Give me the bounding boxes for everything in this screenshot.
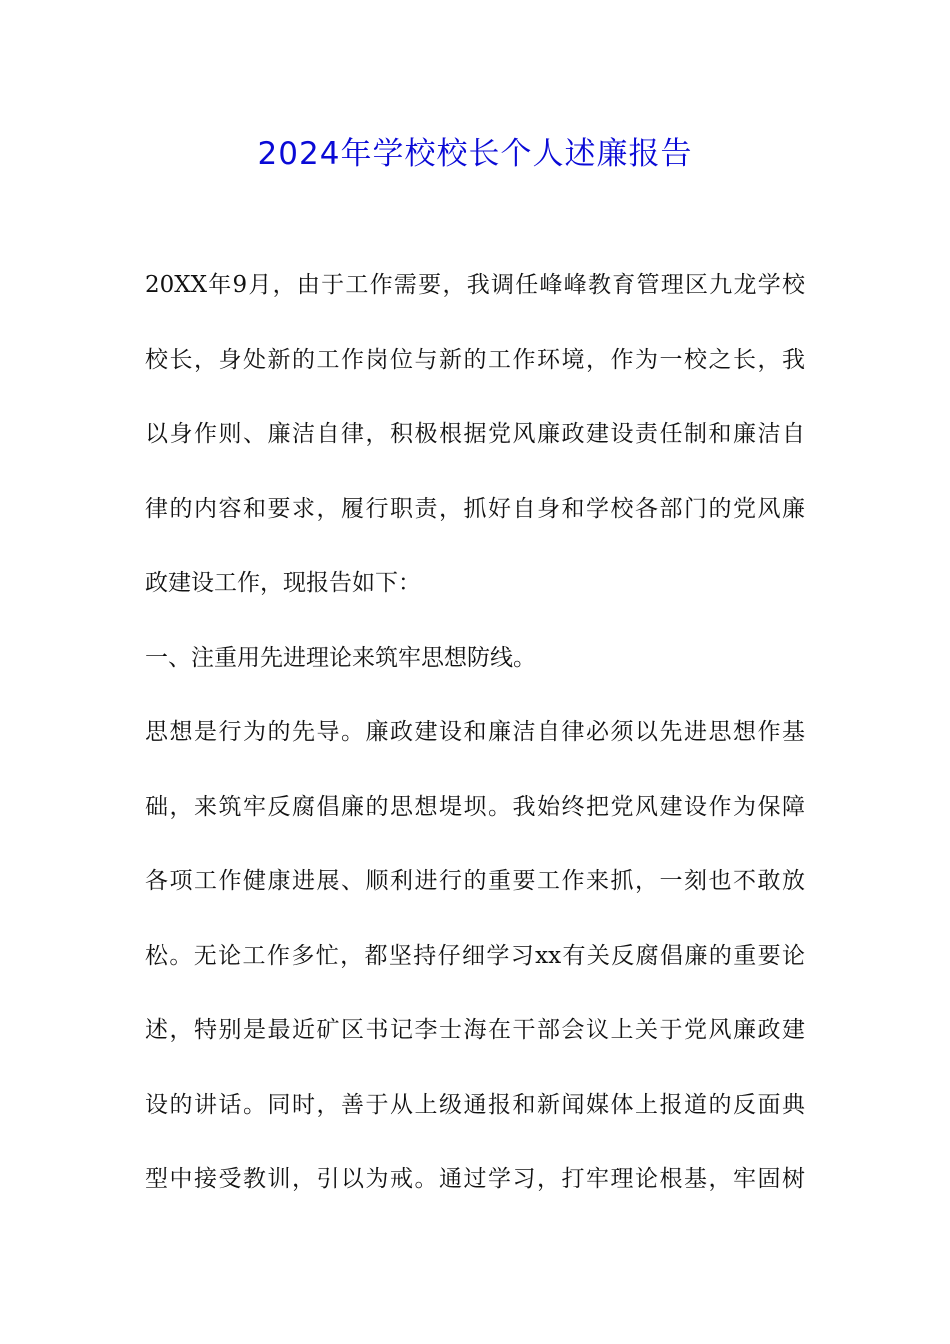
text-line: 述，特别是最近矿区书记李士海在干部会议上关于党风廉政建 <box>145 1017 805 1043</box>
text-line: 各项工作健康进展、顺利进行的重要工作来抓，一刻也不敢放 <box>145 868 805 894</box>
text-line: 思想是行为的先导。廉政建设和廉洁自律必须以先进思想作基 <box>145 719 805 745</box>
text-line: 20XX年9月，由于工作需要，我调任峰峰教育管理区九龙学校 <box>145 272 805 298</box>
text-line: 一、注重用先进理论来筑牢思想防线。 <box>145 644 536 671</box>
text-line: 以身作则、廉洁自律，积极根据党风廉政建设责任制和廉洁自 <box>145 421 805 447</box>
text-line: 校长，身处新的工作岗位与新的工作环境，作为一校之长，我 <box>145 346 805 373</box>
document-body <box>145 261 805 1230</box>
text-line: 政建设工作，现报告如下： <box>145 570 421 596</box>
text-line: 型中接受教训，引以为戒。通过学习，打牢理论根基，牢固树 <box>145 1166 805 1192</box>
document-title: 2024年学校校长个人述廉报告 <box>257 136 693 172</box>
text-line: 律的内容和要求，履行职责，抓好自身和学校各部门的党风廉 <box>145 495 805 522</box>
text-line: 设的讲话。同时，善于从上级通报和新闻媒体上报道的反面典 <box>145 1091 805 1118</box>
text-line: 础，来筑牢反腐倡廉的思想堤坝。我始终把党风建设作为保障 <box>145 793 805 820</box>
text-line: 松。无论工作多忙，都坚持仔细学习xx有关反腐倡廉的重要论 <box>145 942 805 969</box>
